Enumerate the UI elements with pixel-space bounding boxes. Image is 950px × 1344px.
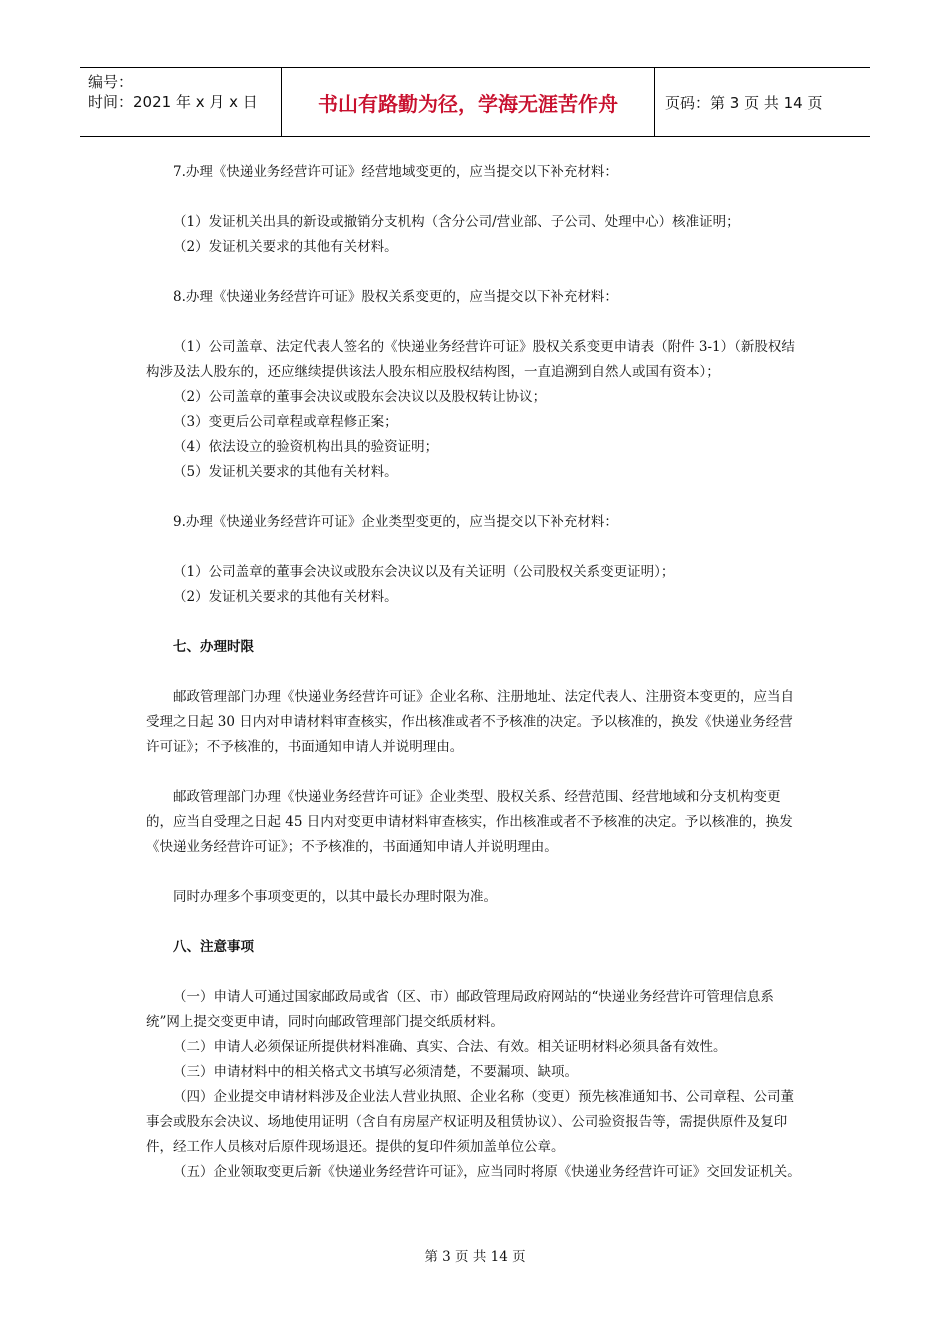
number-label: 编号： [88, 73, 134, 91]
list-item: （5）发证机关要求的其他有关材料。 [173, 464, 398, 480]
page-footer: 第 3 页 共 14 页 [424, 1249, 526, 1265]
list-item: （二）申请人必须保证所提供材料准确、真实、合法、有效。相关证明材料必须具备有效性。 [173, 1039, 727, 1055]
list-item: （2）发证机关要求的其他有关材料。 [173, 589, 398, 605]
page-header [80, 67, 870, 137]
header-meta [80, 68, 282, 136]
section-8-title: 8.办理《快递业务经营许可证》股权关系变更的，应当提交以下补充材料： [173, 289, 618, 305]
section-9-title: 9.办理《快递业务经营许可证》企业类型变更的，应当提交以下补充材料： [173, 514, 618, 530]
header-motto: 书山有路勤为径，学海无涯苦作舟 [282, 68, 655, 136]
document-body [146, 160, 806, 1185]
paragraph: 邮政管理部门办理《快递业务经营许可证》企业类型、股权关系、经营范围、经营地域和分支机构变更的，应当自受理之日起 45 日内对变更申请材料审查核实，作出核准或者不予核准的决定。予以核准的，换发《快递业务经营许可证》；不予核准的，书面通知申请人并说明理由。 [146, 789, 793, 855]
list-item: （3）变更后公司章程或章程修正案； [173, 414, 398, 430]
list-item: （2）发证机关要求的其他有关材料。 [173, 239, 398, 255]
list-item: （1）发证机关出具的新设或撤销分支机构（含分公司/营业部、子公司、处理中心）核准证明； [173, 214, 740, 230]
list-item: （2）公司盖章的董事会决议或股东会决议以及股权转让协议； [173, 389, 547, 405]
list-item: （4）依法设立的验资机构出具的验资证明； [173, 439, 439, 455]
list-item: （1）公司盖章的董事会决议或股东会决议以及有关证明（公司股权关系变更证明）； [173, 564, 675, 580]
list-item: （一）申请人可通过国家邮政局或省（区、市）邮政管理局政府网站的“快递业务经营许可管理信息系统”网上提交变更申请，同时向邮政管理部门提交纸质材料。 [146, 989, 774, 1030]
header-page-label: 页码：第 3 页 共 14 页 [665, 93, 823, 112]
list-item: （四）企业提交申请材料涉及企业法人营业执照、企业名称（变更）预先核准通知书、公司章程、公司董事会或股东会决议、场地使用证明（含自有房屋产权证明及租赁协议）、公司验资报告等，需提供原件及复印件，经工作人员核对后原件现场退还。提供的复印件须加盖单位公章。 [146, 1089, 794, 1155]
section-7-title: 7.办理《快递业务经营许可证》经营地域变更的，应当提交以下补充材料： [173, 164, 618, 180]
list-item: （三）申请材料中的相关格式文书填写必须清楚，不要漏项、缺项。 [173, 1064, 578, 1080]
paragraph: 邮政管理部门办理《快递业务经营许可证》企业名称、注册地址、法定代表人、注册资本变更的，应当自受理之日起 30 日内对申请材料审查核实，作出核准或者不予核准的决定。予以核准的，换发《快递业务经营许可证》；不予核准的，书面通知申请人并说明理由。 [146, 689, 794, 755]
heading-7: 七、办理时限 [173, 639, 254, 655]
list-item: （五）企业领取变更后新《快递业务经营许可证》，应当同时将原《快递业务经营许可证》交回发证机关。 [173, 1164, 801, 1180]
date-label: 时间：2021 年 x 月 x 日 [88, 93, 258, 111]
paragraph: 同时办理多个事项变更的，以其中最长办理时限为准。 [173, 889, 497, 905]
heading-8: 八、注意事项 [173, 939, 254, 955]
list-item: （1）公司盖章、法定代表人签名的《快递业务经营许可证》股权关系变更申请表（附件 3-1）（新股权结构涉及法人股东的，还应继续提供该法人股东相应股权结构图，一直追溯到自然人或国有资本）； [146, 339, 795, 380]
